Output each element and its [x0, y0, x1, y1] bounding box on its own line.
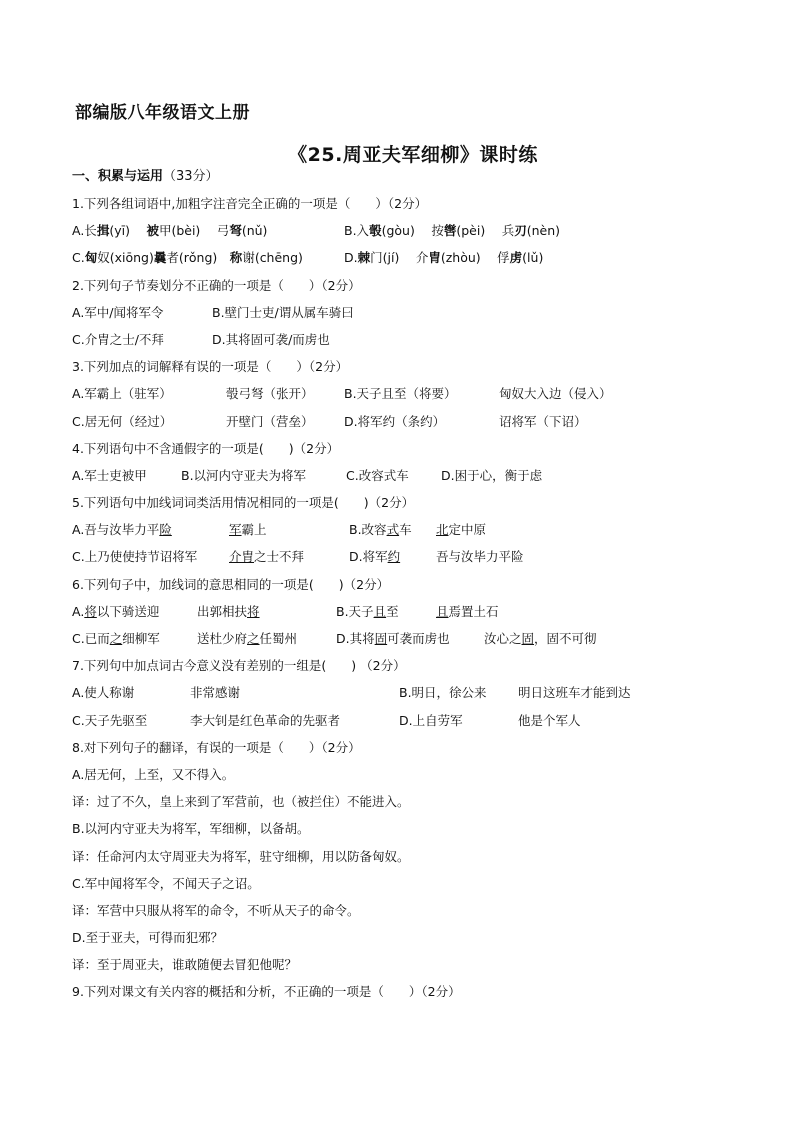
q7-option-b-1: B.明日，徐公来 [399, 685, 487, 701]
q4-option-d: D.困于心，衡于虑 [441, 467, 543, 483]
text-fragment: 定中原 [448, 522, 487, 538]
q5-option-d-1 [349, 543, 400, 570]
text-fragment: 任蜀州 [259, 631, 298, 646]
bold-char: 辔 [443, 223, 457, 239]
question-7-options-cd [72, 707, 732, 734]
title-text: 《25.周亚夫军细柳》课时练 [288, 144, 538, 166]
underlined-word: 固 [374, 631, 388, 646]
question-4-options [72, 462, 732, 489]
q2-option-c: C.介胄之士/不拜 [72, 331, 164, 347]
text-fragment: 以下骑送迎 [96, 603, 160, 619]
text-fragment: 霸上 [241, 522, 267, 538]
underlined-word: 险 [159, 522, 172, 538]
text-fragment: 俘 [497, 250, 510, 266]
text-fragment: 至 [386, 603, 399, 619]
q5-option-c-2 [229, 543, 304, 570]
text-fragment: 弓 [216, 223, 230, 239]
question-6-stem: 6.下列句子中，加线词的意思相同的一项是( )（2分） [72, 576, 390, 592]
question-3-stem: 3.下列加点的词解释有误的一项是（ ）（2分） [72, 359, 349, 375]
q5-option-a-2 [229, 516, 267, 543]
section-label: 一、积累与运用 [72, 169, 164, 184]
question-1-stem: 1.下列各组词语中,加粗字注音完全正确的一项是（ ）（2分） [72, 196, 428, 211]
section-heading [72, 165, 219, 184]
question-5-stem: 5.下列语句中加线词词类活用情况相同的一项是( )（2分） [72, 495, 415, 511]
underlined-word: 且 [373, 603, 387, 619]
question-5-options-cd [72, 543, 732, 570]
q8-option-b-translation: 译：任命河内太守周亚夫为将军，驻守细柳，用以防备匈奴。 [72, 848, 410, 864]
text-fragment: 细柳军 [122, 631, 160, 646]
text-fragment: 门(jí) [370, 250, 400, 266]
text-fragment: 谢(chēng) [242, 250, 303, 266]
q7-option-d-2: 他是个军人 [518, 712, 581, 728]
text-fragment: 者(rǒng) [166, 250, 218, 266]
q8-option-d-translation: 译：至于周亚夫，谁敢随便去冒犯他呢？ [72, 957, 298, 973]
q3-option-d-2: 诏将军（下诏） [499, 413, 587, 429]
bold-char: 彀 [369, 223, 382, 239]
q7-option-a-2: 非常感谢 [190, 685, 241, 701]
text-fragment: 介 [415, 250, 429, 266]
q1-option-a [72, 217, 267, 244]
question-2-stem: 2.下列句子节奏划分不正确的一项是（ ）（2分） [72, 277, 361, 293]
question-2-options-cd [72, 326, 732, 353]
underlined-word: 将 [84, 603, 97, 619]
underlined-word: 之 [247, 631, 260, 646]
underlined-word: 且 [436, 603, 449, 619]
text-fragment: (yī) [109, 223, 130, 239]
underlined-word: 介 [229, 549, 242, 565]
text-fragment: 送杜少府 [197, 631, 248, 646]
underlined-word: 北 [436, 522, 449, 538]
question-9-stem: 9.下列对课文有关内容的概括和分析，不正确的一项是（ ）（2分） [72, 984, 461, 1000]
q6-option-c-1 [72, 625, 160, 652]
text-fragment: (nèn) [526, 223, 561, 239]
q1-option-b [344, 217, 560, 244]
q6-option-c-2 [197, 625, 297, 652]
text-fragment: 甲(bèi) [158, 223, 201, 239]
text-fragment: 按 [431, 223, 444, 239]
text-fragment: B.改容 [349, 522, 387, 538]
q3-option-b-2: 匈奴大入边（侵入） [499, 386, 612, 402]
q1-option-d [344, 244, 543, 271]
q1-option-c [72, 244, 303, 271]
q8-option-a: A.居无何，上至，又不得入。 [72, 766, 235, 782]
section-points: （33分） [163, 169, 219, 184]
question-1-options-ab [72, 217, 732, 244]
q3-option-c-2: 开壁门（营垒） [226, 413, 314, 429]
q3-option-a-2: 彀弓弩（张开） [226, 386, 314, 402]
q6-option-d-1 [336, 625, 450, 652]
question-list [72, 190, 732, 1006]
q3-option-d-1: D.将军约（条约） [344, 413, 446, 429]
q5-option-b-1 [349, 516, 412, 543]
q5-option-b-2 [436, 516, 486, 543]
q6-option-d-2 [484, 625, 597, 652]
q2-option-d: D.其将固可袭/而虏也 [212, 331, 330, 347]
question-1-options-cd [72, 244, 732, 271]
question-6-options-ab [72, 598, 732, 625]
text-fragment: B.天子 [336, 603, 374, 619]
text-fragment: ，固不可彻 [534, 631, 597, 646]
text-fragment: 出郭相扶 [197, 603, 248, 619]
q2-option-a: A.军中/闻将军令 [72, 304, 164, 320]
bold-char: 揖 [96, 223, 110, 239]
bold-char: 曩 [153, 250, 167, 266]
q7-option-b-2: 明日这班车才能到达 [518, 685, 631, 701]
q8-option-c-translation: 译：军营中只服从将军的命令，不听从天子的命令。 [72, 902, 360, 918]
underlined-word: 军 [229, 522, 242, 538]
underlined-word: 固 [521, 631, 535, 646]
question-6-options-cd [72, 625, 732, 652]
text-fragment: (nǔ) [241, 223, 268, 239]
question-5-options-ab [72, 516, 732, 543]
text-fragment: C.已而 [72, 631, 110, 646]
q8-option-a-translation: 译：过了不久，皇上来到了军营前，也（被拦住）不能进入。 [72, 794, 410, 810]
text-fragment: C. [72, 250, 85, 266]
text-fragment: (pèi) [456, 223, 486, 239]
q4-option-b: B.以河内守亚夫为将军 [181, 467, 307, 483]
bold-char: 被 [146, 223, 159, 239]
question-4-stem: 4.下列语句中不含通假字的一项是( )（2分） [72, 440, 340, 456]
text-fragment: A.吾与汝毕力平 [72, 522, 160, 538]
question-3-options-cd [72, 408, 732, 435]
underlined-word: 式 [386, 522, 400, 538]
q8-option-b: B.以河内守亚夫为将军，军细柳，以备胡。 [72, 821, 310, 837]
bold-char: 虏 [509, 250, 523, 266]
bold-char: 称 [229, 250, 243, 266]
question-8-stem: 8.对下列句子的翻译，有误的一项是（ ）（2分） [72, 739, 361, 755]
bold-char: 刃 [514, 223, 527, 239]
q7-option-c-1: C.天子先驱至 [72, 712, 148, 728]
text-fragment: 汝心之 [484, 631, 522, 646]
underlined-word: 胄 [241, 549, 255, 565]
bold-char: 匈 [84, 250, 98, 266]
underlined-word: 之 [109, 631, 123, 646]
document-title [0, 140, 794, 167]
text-fragment: (lǔ) [522, 250, 544, 266]
q7-option-d-1: D.上自劳军 [399, 712, 463, 728]
text-fragment: D.其将 [336, 631, 375, 646]
q3-option-a-1: A.军霸上（驻军） [72, 386, 172, 402]
q3-option-c-1: C.居无何（经过） [72, 413, 173, 429]
q6-option-b-2 [436, 598, 499, 625]
q6-option-a-2 [197, 598, 260, 625]
bold-char: 弩 [229, 223, 242, 239]
q5-option-d-2: 吾与汝毕力平险 [436, 549, 524, 565]
underlined-word: 将 [247, 603, 260, 619]
q5-option-a-1 [72, 516, 172, 543]
document-header: 部编版八年级语文上册 [75, 103, 250, 123]
text-fragment: A.长 [72, 223, 97, 239]
text-fragment: 奴(xiōng) [97, 250, 154, 266]
bold-char: 棘 [357, 250, 371, 266]
question-7-options-ab [72, 679, 732, 706]
q4-option-a: A.军士吏被甲 [72, 467, 147, 483]
underlined-word: 约 [387, 549, 401, 565]
text-fragment: (zhòu) [440, 250, 481, 266]
text-fragment: 焉置土石 [448, 603, 499, 619]
q5-option-c-1: C.上乃使使持节诏将军 [72, 549, 198, 565]
q8-option-c: C.军中闻将军令，不闻天子之诏。 [72, 875, 260, 891]
text-fragment: 之士不拜 [254, 549, 305, 565]
text-fragment: 兵 [501, 223, 515, 239]
q6-option-b-1 [336, 598, 399, 625]
q7-option-c-2: 李大钊是红色革命的先驱者 [190, 712, 341, 728]
question-2-options-ab [72, 299, 732, 326]
text-fragment: (gòu) [381, 223, 415, 239]
q6-option-a-1 [72, 598, 159, 625]
question-7-stem: 7.下列句中加点词古今意义没有差别的一组是( ) （2分） [72, 658, 406, 674]
text-fragment: D. [344, 250, 358, 266]
q8-option-d: D.至于亚夫，可得而犯邪？ [72, 930, 224, 946]
text-fragment: B.入 [344, 223, 370, 239]
q4-option-c: C.改容式车 [346, 467, 409, 483]
q2-option-b: B.壁门士吏/谓从属车骑曰 [212, 304, 354, 320]
text-fragment: 可袭而虏也 [387, 631, 450, 646]
text-fragment: D.将军 [349, 549, 388, 565]
question-3-options-ab [72, 380, 732, 407]
text-fragment: A. [72, 603, 85, 619]
q3-option-b-1: B.天子且至（将要） [344, 386, 457, 402]
text-fragment: 车 [399, 522, 412, 538]
bold-char: 胄 [428, 250, 441, 266]
q7-option-a-1: A.使人称谢 [72, 685, 135, 701]
